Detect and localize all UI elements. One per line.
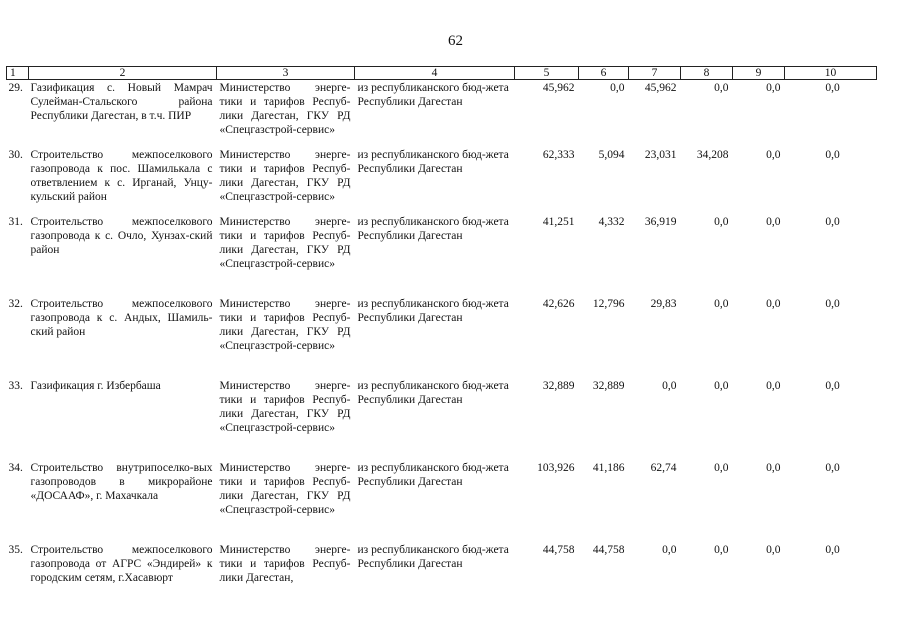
row-number: 35. bbox=[8, 543, 23, 556]
value-col-9: 0,0 bbox=[766, 297, 781, 310]
value-col-10: 0,0 bbox=[825, 82, 840, 94]
project-name: Строительство межпоселкового газопровода от АГРС «Эндирей» к городским сетям, г.Хасавюрт bbox=[30, 543, 213, 584]
table-row bbox=[7, 147, 877, 214]
value-col-7: 0,0 bbox=[662, 379, 677, 392]
column-header-9: 9 bbox=[733, 67, 785, 80]
project-name: Газификация с. Новый Мамрач Сулейман-Стальского района Республики Дагестан, в т.ч. ПИР bbox=[30, 82, 213, 122]
value-col-9: 0,0 bbox=[766, 148, 781, 161]
funding-source: из республиканского бюд-жета Республики Дагестан bbox=[357, 297, 509, 324]
value-col-10: 0,0 bbox=[825, 297, 840, 310]
executor: Министерство энерге-тики и тарифов Респуб-лики Дагестан, ГКУ РД «Спецгазстрой-сервис» bbox=[219, 148, 351, 203]
row-number: 33. bbox=[8, 379, 23, 392]
executor: Министерство энерге-тики и тарифов Респуб-лики Дагестан, ГКУ РД «Спецгазстрой-сервис» bbox=[219, 82, 351, 136]
table-row bbox=[7, 296, 877, 378]
value-col-9: 0,0 bbox=[766, 379, 781, 392]
table-row bbox=[7, 214, 877, 296]
value-col-5: 42,626 bbox=[542, 297, 575, 310]
value-col-10: 0,0 bbox=[825, 148, 840, 161]
value-col-6: 41,186 bbox=[592, 461, 625, 474]
funding-source: из республиканского бюд-жета Республики Дагестан bbox=[357, 215, 509, 242]
value-col-7: 23,031 bbox=[644, 148, 677, 161]
value-col-10: 0,0 bbox=[825, 543, 840, 556]
value-col-9: 0,0 bbox=[766, 82, 781, 94]
funding-source: из республиканского бюд-жета Республики Дагестан bbox=[357, 543, 509, 570]
column-header-2: 2 bbox=[29, 67, 217, 80]
column-header-3: 3 bbox=[217, 67, 355, 80]
value-col-8: 0,0 bbox=[714, 82, 729, 94]
value-col-6: 5,094 bbox=[598, 148, 625, 161]
column-header-7: 7 bbox=[629, 67, 681, 80]
table-row bbox=[7, 542, 877, 604]
column-number-row bbox=[7, 67, 877, 80]
value-col-7: 0,0 bbox=[662, 543, 677, 556]
executor: Министерство энерге-тики и тарифов Респуб-лики Дагестан, ГКУ РД «Спецгазстрой-сервис» bbox=[219, 461, 351, 516]
value-col-7: 36,919 bbox=[644, 215, 677, 228]
column-header-10: 10 bbox=[785, 67, 877, 80]
value-col-9: 0,0 bbox=[766, 461, 781, 474]
value-col-6: 0,0 bbox=[610, 82, 625, 94]
value-col-8: 0,0 bbox=[714, 215, 729, 228]
column-header-4: 4 bbox=[355, 67, 515, 80]
value-col-5: 32,889 bbox=[542, 379, 575, 392]
table-row bbox=[7, 378, 877, 460]
value-col-10: 0,0 bbox=[825, 379, 840, 392]
value-col-5: 62,333 bbox=[542, 148, 575, 161]
value-col-6: 4,332 bbox=[598, 215, 625, 228]
value-col-8: 0,0 bbox=[714, 297, 729, 310]
value-col-10: 0,0 bbox=[825, 461, 840, 474]
value-col-8: 34,208 bbox=[696, 148, 729, 161]
value-col-5: 45,962 bbox=[542, 82, 575, 94]
row-number: 30. bbox=[8, 148, 23, 161]
program-table-container bbox=[6, 66, 876, 604]
column-header-6: 6 bbox=[579, 67, 629, 80]
project-name: Газификация г. Избербаша bbox=[30, 379, 161, 392]
value-col-7: 29,83 bbox=[650, 297, 677, 310]
value-col-9: 0,0 bbox=[766, 543, 781, 556]
column-header-5: 5 bbox=[515, 67, 579, 80]
column-header-1: 1 bbox=[7, 67, 29, 80]
page-number: 62 bbox=[448, 33, 463, 49]
value-col-8: 0,0 bbox=[714, 379, 729, 392]
table-row bbox=[7, 80, 877, 147]
value-col-6: 32,889 bbox=[592, 379, 625, 392]
value-col-5: 44,758 bbox=[542, 543, 575, 556]
executor: Министерство энерге-тики и тарифов Респуб-лики Дагестан, bbox=[219, 543, 351, 584]
value-col-5: 41,251 bbox=[542, 215, 575, 228]
value-col-8: 0,0 bbox=[714, 461, 729, 474]
table-row bbox=[7, 460, 877, 542]
executor: Министерство энерге-тики и тарифов Респуб-лики Дагестан, ГКУ РД «Спецгазстрой-сервис» bbox=[219, 215, 351, 270]
program-table bbox=[6, 66, 877, 604]
value-col-7: 62,74 bbox=[650, 461, 677, 474]
value-col-5: 103,926 bbox=[537, 461, 575, 474]
project-name: Строительство межпоселкового газопровода к с. Андых, Шамиль-ский район bbox=[30, 297, 213, 338]
executor: Министерство энерге-тики и тарифов Респуб-лики Дагестан, ГКУ РД «Спецгазстрой-сервис» bbox=[219, 379, 351, 434]
project-name: Строительство межпоселкового газопровода к пос. Шамилькала с ответвлением к с. Ирганай, Унцу-кульский район bbox=[30, 148, 213, 203]
value-col-6: 12,796 bbox=[592, 297, 625, 310]
executor: Министерство энерге-тики и тарифов Респуб-лики Дагестан, ГКУ РД «Спецгазстрой-сервис» bbox=[219, 297, 351, 352]
row-number: 31. bbox=[8, 215, 23, 228]
row-number: 29. bbox=[8, 82, 23, 94]
row-number: 34. bbox=[8, 461, 23, 474]
project-name: Строительство межпоселкового газопровода к с. Очло, Хунзах-ский район bbox=[30, 215, 213, 256]
funding-source: из республиканского бюд-жета Республики Дагестан bbox=[357, 82, 509, 108]
value-col-7: 45,962 bbox=[644, 82, 677, 94]
project-name: Строительство внутрипоселко-вых газопроводов в микрорайоне «ДОСААФ», г. Махачкала bbox=[30, 461, 213, 502]
value-col-9: 0,0 bbox=[766, 215, 781, 228]
funding-source: из республиканского бюд-жета Республики Дагестан bbox=[357, 148, 509, 175]
funding-source: из республиканского бюд-жета Республики Дагестан bbox=[357, 379, 509, 406]
value-col-8: 0,0 bbox=[714, 543, 729, 556]
value-col-10: 0,0 bbox=[825, 215, 840, 228]
funding-source: из республиканского бюд-жета Республики Дагестан bbox=[357, 461, 509, 488]
column-header-8: 8 bbox=[681, 67, 733, 80]
value-col-6: 44,758 bbox=[592, 543, 625, 556]
row-number: 32. bbox=[8, 297, 23, 310]
